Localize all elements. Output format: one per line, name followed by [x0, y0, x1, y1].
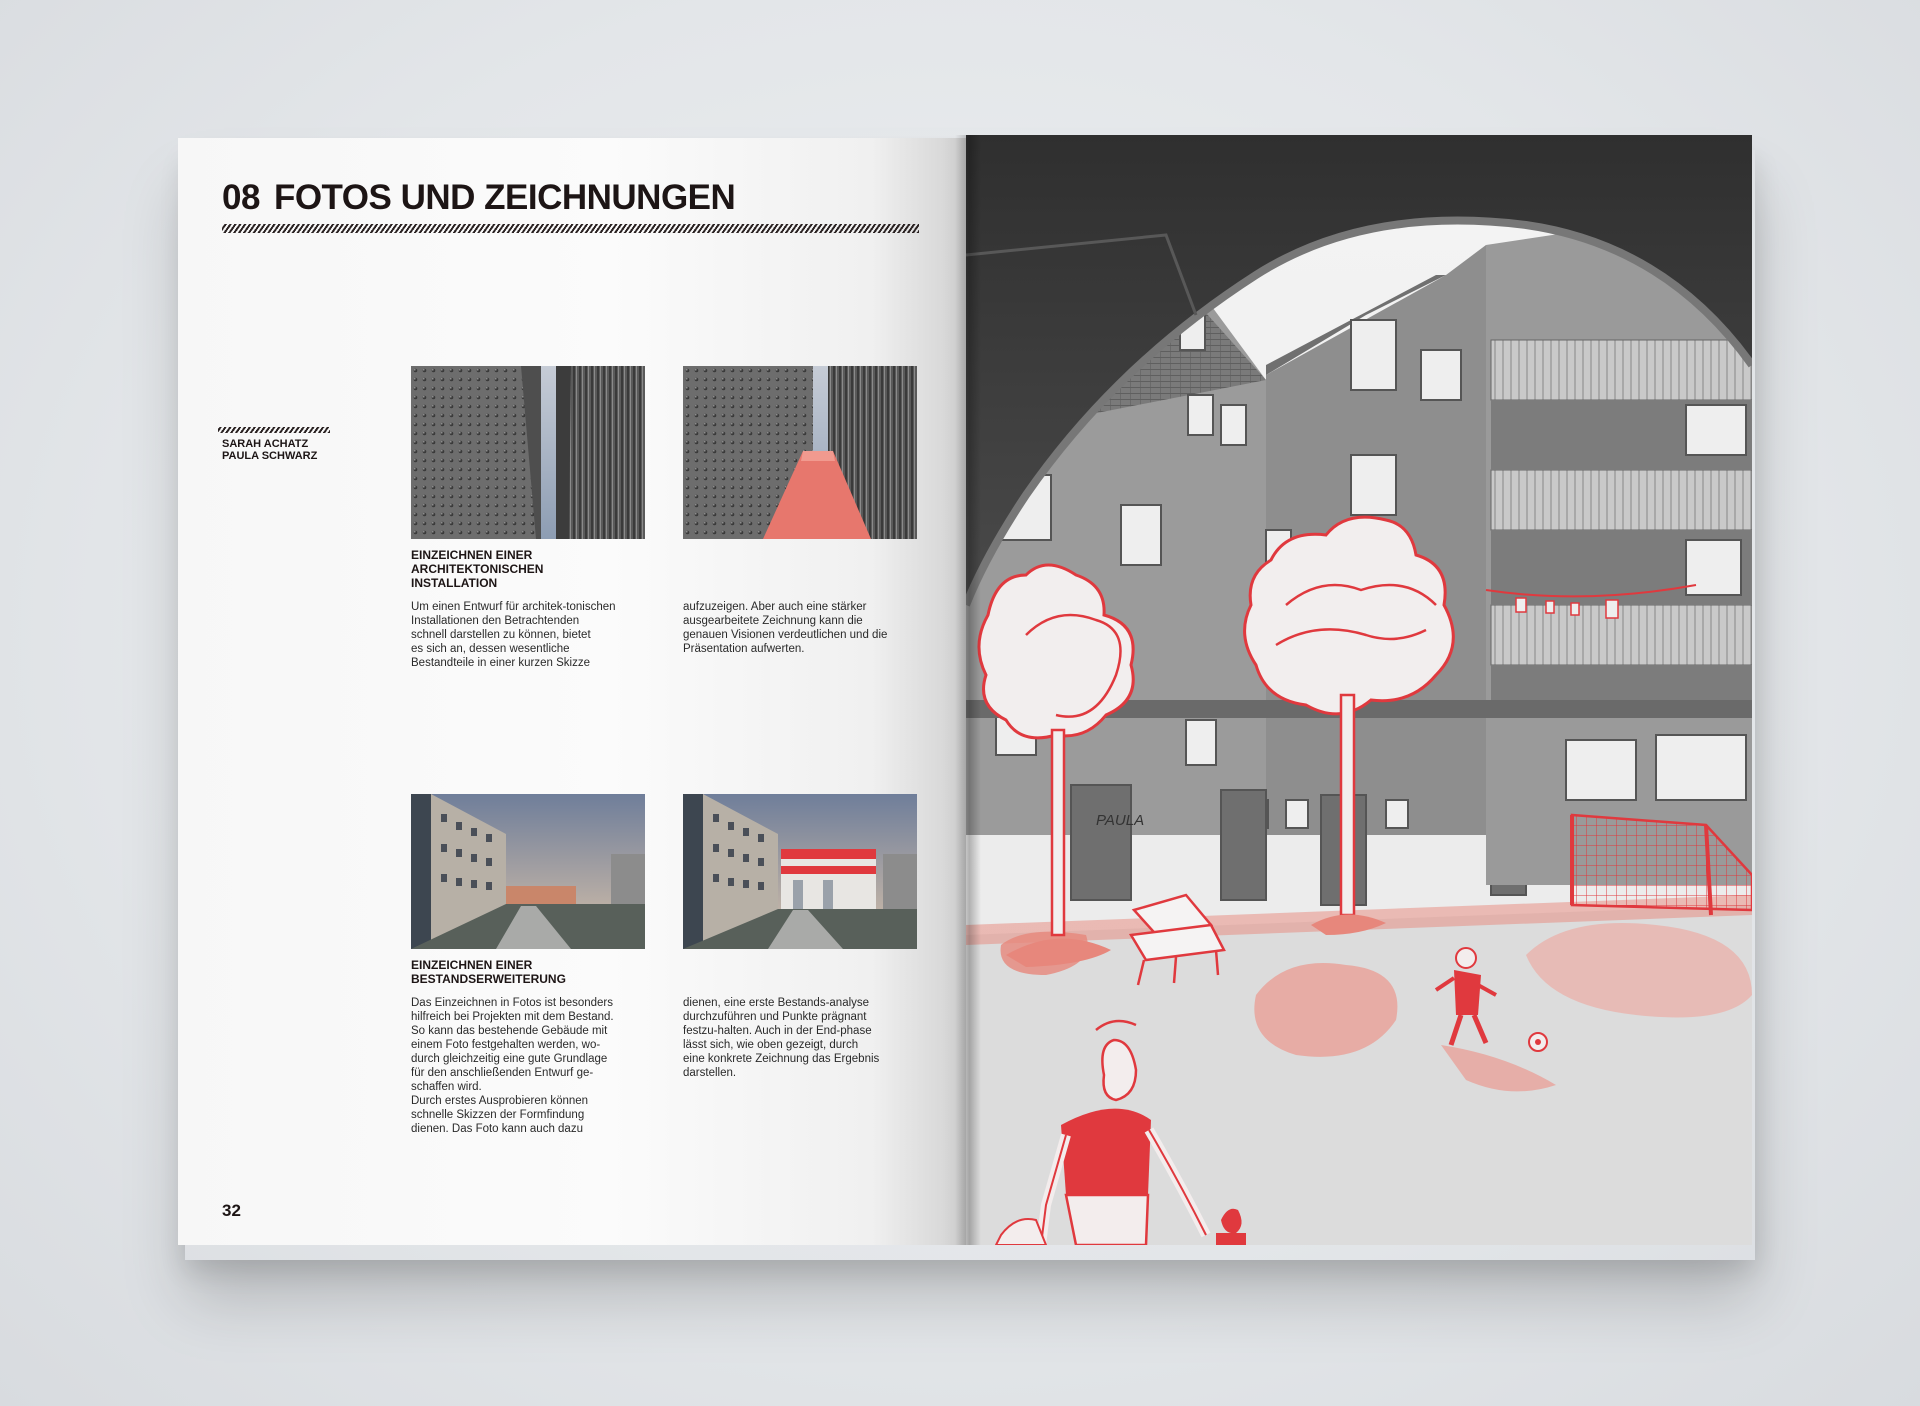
wall-graffiti: PAULA: [1096, 812, 1145, 829]
courtyard-photo-sketched: [683, 794, 917, 949]
author-name: SARAH ACHATZ: [222, 438, 309, 450]
authors: [222, 438, 317, 462]
section-heading-installation: EINZEICHNEN EINER ARCHITEKTONISCHEN INSTALLATION: [411, 548, 544, 590]
chapter-title: [222, 178, 735, 218]
installation-photo-sketched: [683, 366, 917, 539]
courtyard-photo-original-image: [411, 794, 645, 949]
left-page: [178, 138, 966, 1245]
installation-photo-original-image: [411, 366, 645, 539]
extension-text-column-1: Das Einzeichnen in Fotos ist besonders hilfreich bei Projekten mit dem Bestand. So kann das bestehende Gebäude mit einem Foto festgehalten werden, wo- durch gleichzeitig eine gute Grundlage für den anschließenden Entwurf ge- schaffen wird. Durch erstes Ausprobieren können schnelle Skizzen der Formfindung dienen. Das Foto kann auch dazu: [411, 997, 614, 1135]
courtyard-photo-sketched-image: [683, 794, 917, 949]
section-heading-extension: EINZEICHNEN EINER BESTANDSERWEITERUNG: [411, 958, 566, 986]
title-underline-hatch: [222, 224, 919, 233]
right-page-illustration: [966, 135, 1752, 1245]
extension-text-column-2: dienen, eine erste Bestands-analyse durchzuführen und Punkte prägnant festzu-halten. Auch in der End-phase lässt sich, wie oben gezeigt, durch eine konkrete Zeichnung das Ergebnis darstellen.: [683, 997, 880, 1079]
installation-photo-sketched-image: [683, 366, 917, 539]
installation-text-column-2: aufzuzeigen. Aber auch eine stärker ausgearbeitete Zeichnung kann die genauen Visionen verdeutlichen und die Präsentation aufwerten.: [683, 601, 888, 655]
arch-overlay: [966, 135, 1752, 1245]
chapter-number: 08: [222, 178, 260, 217]
page-number: 32: [222, 1201, 241, 1220]
courtyard-photo-original: [411, 794, 645, 949]
chapter-title-text: FOTOS UND ZEICHNUNGEN: [273, 178, 736, 217]
author-name: PAULA SCHWARZ: [222, 450, 318, 462]
installation-photo-original: [411, 366, 645, 539]
authors-hatch: [218, 427, 330, 433]
installation-text-column-1: Um einen Entwurf für architek-tonischen Installationen den Betrachtenden schnell darstellen zu können, bietet es sich an, dessen wesentliche Bestandteile in einer kurzen Skizze: [411, 601, 616, 669]
